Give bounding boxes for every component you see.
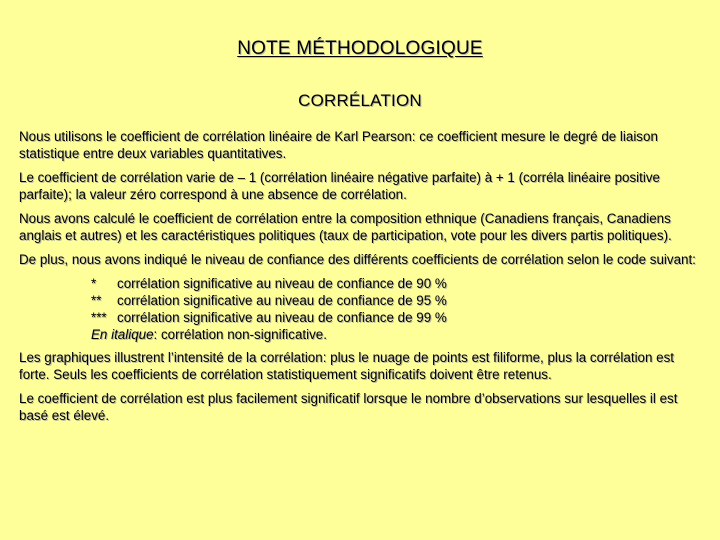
italic-label: En italique: [91, 327, 154, 342]
level-row-95: [91, 292, 699, 309]
level-symbol: **: [91, 293, 102, 308]
level-symbol: *: [91, 276, 97, 291]
level-symbol: ***: [91, 310, 107, 325]
paragraph-confidence-code: De plus, nous avons indiqué le niveau de confiance des différents coefficients de corrélation selon le code suivant:: [19, 252, 696, 267]
page-subtitle: CORRÉLATION: [298, 91, 422, 110]
body-text: [19, 128, 699, 431]
paragraph-variables: Nous avons calculé le coefficient de corrélation entre la composition ethnique (Canadiens français, Canadiens anglais et autres) et les caractéristiques politiques (taux de participation, vote pour les divers partis politiques).: [19, 211, 672, 243]
level-row-99: [91, 309, 699, 326]
italic-text: : corrélation non-significative.: [153, 327, 327, 342]
level-text: corrélation significative au niveau de confiance de 90 %: [117, 276, 447, 291]
level-text: corrélation significative au niveau de confiance de 95 %: [117, 293, 447, 308]
confidence-levels-list: [91, 275, 699, 343]
level-text: corrélation significative au niveau de confiance de 99 %: [117, 310, 447, 325]
page-title: NOTE MÉTHODOLOGIQUE: [237, 38, 483, 59]
paragraph-graphics: Les graphiques illustrent l’intensité de la corrélation: plus le nuage de points est filiforme, plus la corrélation est forte. Seuls les coefficients de corrélation statistiquement significatifs doivent être retenus.: [19, 350, 675, 382]
level-row-italic: [91, 326, 699, 343]
level-row-90: [91, 275, 699, 292]
paragraph-definition: Nous utilisons le coefficient de corrélation linéaire de Karl Pearson: ce coefficient mesure le degré de liaison statistique entre deux variables quantitatives.: [19, 129, 658, 161]
paragraph-range: Le coefficient de corrélation varie de – 1 (corrélation linéaire négative parfaite) à + 1 (corréla linéaire positive parfaite); la valeur zéro correspond à une absence de corrélation.: [19, 170, 660, 202]
paragraph-observations: Le coefficient de corrélation est plus facilement significatif lorsque le nombre d’observations sur lesquelles il est basé est élevé.: [19, 391, 678, 423]
